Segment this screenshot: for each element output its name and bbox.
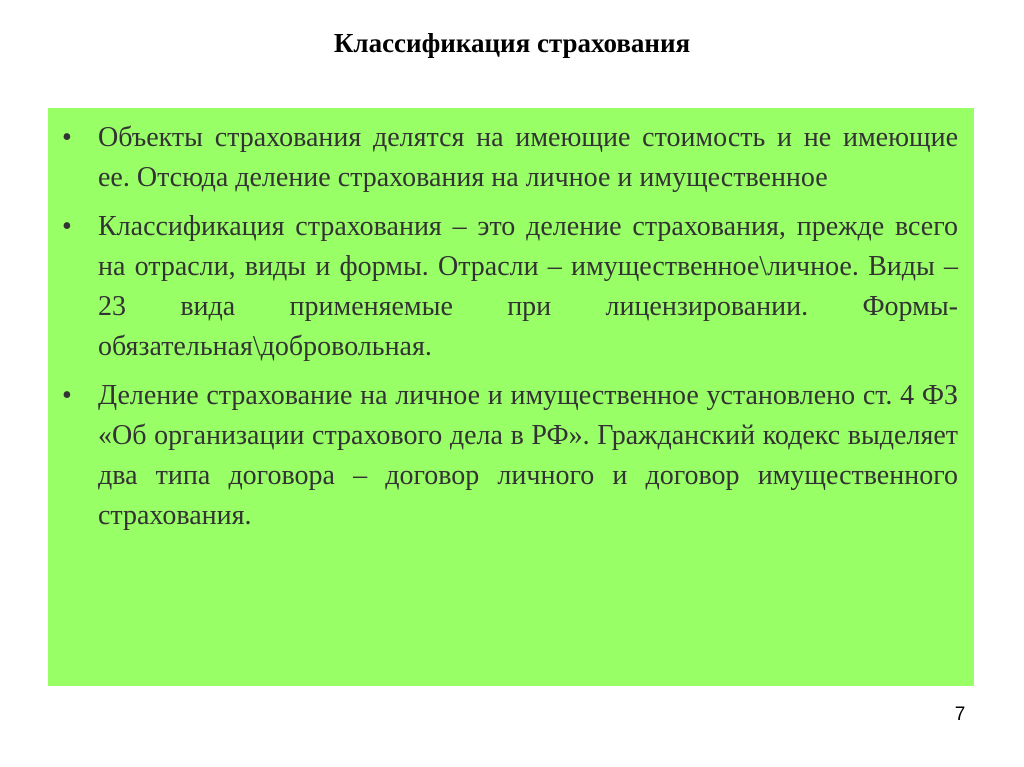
content-box	[48, 108, 974, 686]
slide-title: Классификация страхования	[333, 28, 691, 58]
bullet-item-2: • Классификация страхования – это деление страхования, прежде всего на отрасли, виды и формы. Отрасли – имущественное\личное. Виды – 23 вида применяемые при лицензировании. Формы- обязательная\добровольная.	[62, 207, 958, 367]
page-number: 7	[954, 704, 966, 725]
bullet-item-3: • Деление страхование на личное и имущественное установлено ст. 4 ФЗ «Об организации страхового дела в РФ». Гражданский кодекс выделяет два типа договора – договор личного и договор имущественного страхования.	[62, 376, 958, 536]
bullet-list	[62, 118, 958, 536]
bullet-item-1: • Объекты страхования делятся на имеющие стоимость и не имеющие ее. Отсюда деление страхования на личное и имущественное	[62, 118, 958, 198]
